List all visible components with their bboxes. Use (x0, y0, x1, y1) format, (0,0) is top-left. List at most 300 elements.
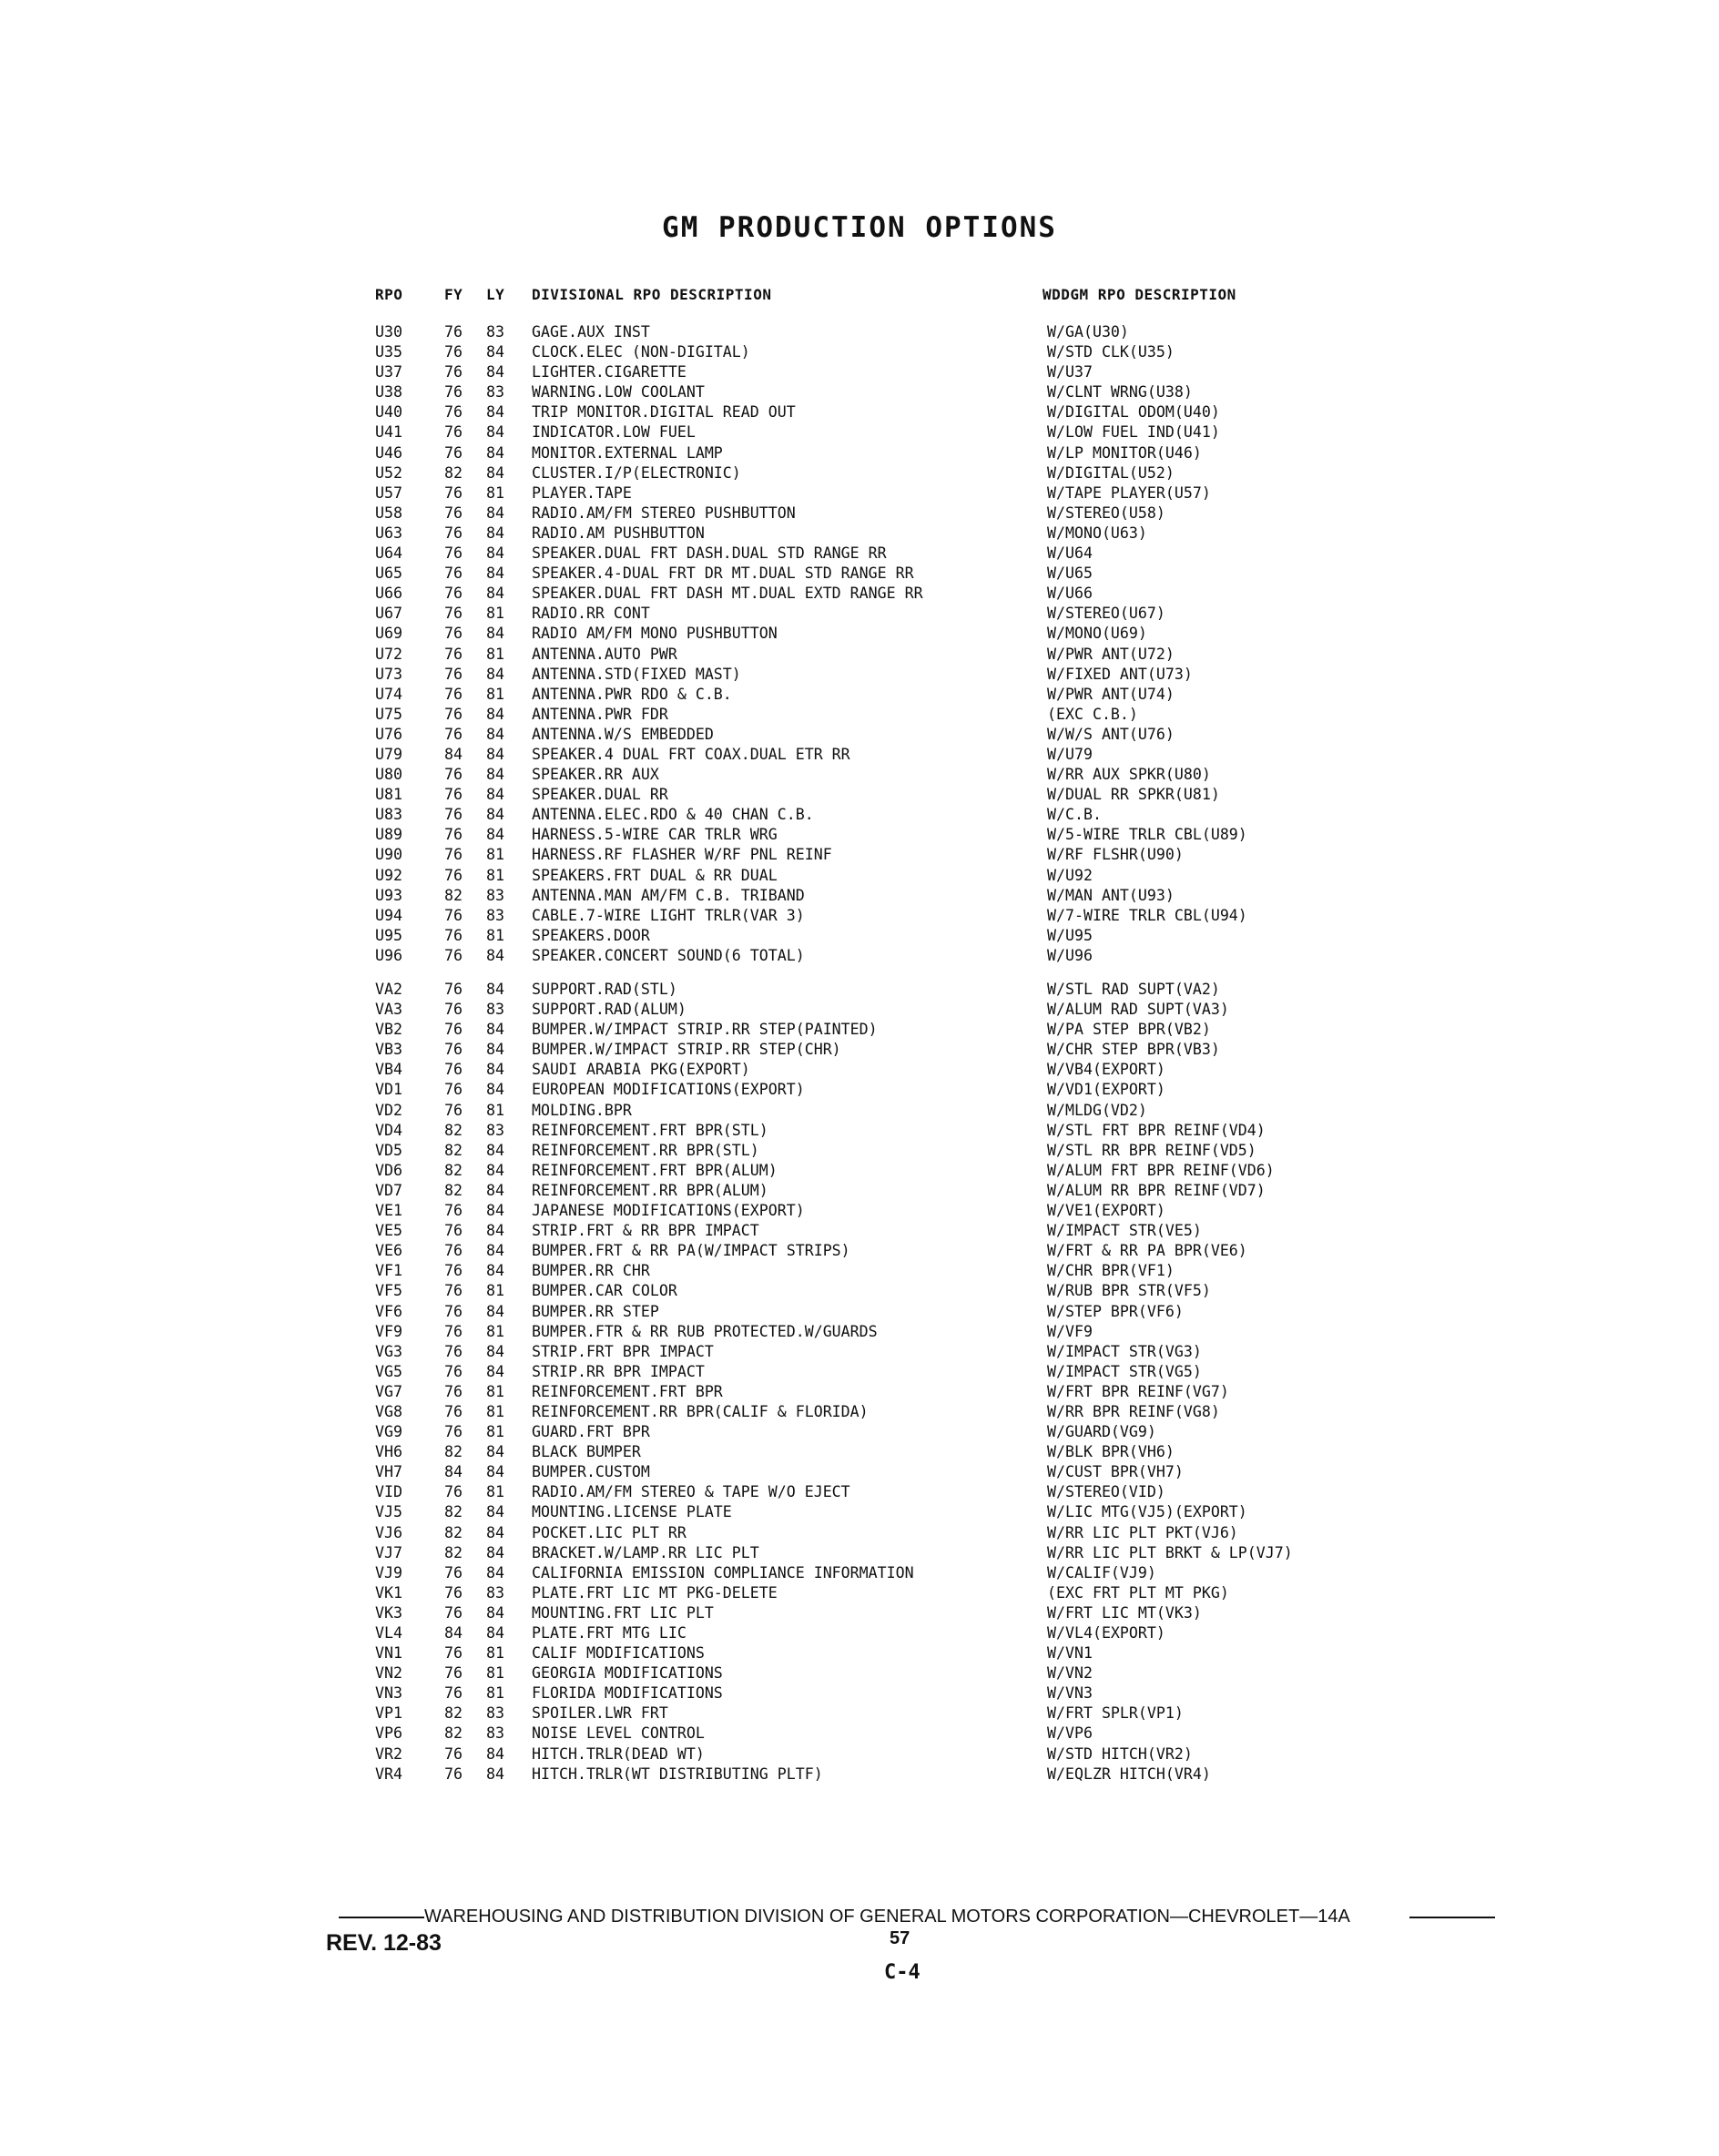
first-year: 76 (444, 786, 463, 804)
first-year: 76 (444, 806, 463, 824)
wddgm-description: W/RF FLSHR(U90) (1047, 846, 1184, 864)
wddgm-description: W/VL4(EXPORT) (1047, 1624, 1165, 1642)
first-year: 76 (444, 1563, 463, 1581)
first-year: 82 (444, 1503, 463, 1521)
rpo-code: U66 (375, 585, 402, 603)
last-year: 84 (486, 503, 504, 522)
wddgm-description: W/RUB BPR STR(VF5) (1047, 1282, 1211, 1300)
last-year: 84 (486, 1181, 504, 1199)
divisional-description: HITCH.TRLR(DEAD WT) (532, 1744, 705, 1763)
wddgm-description: W/VN2 (1047, 1664, 1093, 1683)
wddgm-description: (EXC FRT PLT MT PKG) (1047, 1583, 1229, 1602)
rpo-code: VK1 (375, 1583, 402, 1602)
rpo-code: VG7 (375, 1382, 402, 1400)
wddgm-description: W/RR LIC PLT PKT(VJ6) (1047, 1523, 1238, 1541)
rpo-code: U94 (375, 906, 402, 924)
divisional-description: REINFORCEMENT.FRT BPR (532, 1382, 723, 1400)
last-year: 81 (486, 685, 504, 703)
wddgm-description: W/GUARD(VG9) (1047, 1423, 1156, 1441)
rpo-code: U63 (375, 524, 402, 542)
rpo-code: VN1 (375, 1644, 402, 1663)
page-number: 57 (890, 1928, 910, 1948)
rpo-code: VG5 (375, 1362, 402, 1380)
first-year: 76 (444, 323, 463, 341)
divisional-description: STRIP.FRT BPR IMPACT (532, 1342, 714, 1360)
first-year: 76 (444, 1222, 463, 1240)
first-year: 76 (444, 383, 463, 402)
rpo-code: VF9 (375, 1322, 402, 1340)
divisional-description: SPEAKER.CONCERT SOUND(6 TOTAL) (532, 946, 805, 964)
rpo-code: U92 (375, 866, 402, 884)
header-fy: FY (444, 286, 463, 303)
first-year: 82 (444, 463, 463, 482)
last-year: 81 (486, 1423, 504, 1441)
rpo-code: VF6 (375, 1302, 402, 1320)
header-divisional-description: DIVISIONAL RPO DESCRIPTION (532, 286, 772, 303)
last-year: 81 (486, 1382, 504, 1400)
page-title: GM PRODUCTION OPTIONS (662, 211, 1057, 244)
first-year: 76 (444, 1282, 463, 1300)
divisional-description: REINFORCEMENT.RR BPR(STL) (532, 1141, 759, 1159)
divisional-description: WARNING.LOW COOLANT (532, 383, 705, 402)
first-year: 76 (444, 1302, 463, 1320)
divisional-description: BUMPER.FRT & RR PA(W/IMPACT STRIPS) (532, 1242, 850, 1260)
last-year: 84 (486, 1021, 504, 1039)
divisional-description: ANTENNA.PWR FDR (532, 705, 668, 723)
divisional-description: REINFORCEMENT.FRT BPR(STL) (532, 1121, 768, 1139)
wddgm-description: W/EQLZR HITCH(VR4) (1047, 1764, 1211, 1783)
rpo-code: VR4 (375, 1764, 402, 1783)
first-year: 76 (444, 645, 463, 663)
footer-division-text: WAREHOUSING AND DISTRIBUTION DIVISION OF GENERAL MOTORS CORPORATION—CHEVROLET—14A (424, 1907, 1350, 1927)
first-year: 76 (444, 1684, 463, 1703)
wddgm-description: W/STEREO(VID) (1047, 1483, 1165, 1501)
divisional-description: INDICATOR.LOW FUEL (532, 423, 696, 442)
wddgm-description: W/CALIF(VJ9) (1047, 1563, 1156, 1581)
rpo-code: VD7 (375, 1181, 402, 1199)
wddgm-description: W/PA STEP BPR(VB2) (1047, 1021, 1211, 1039)
last-year: 81 (486, 1664, 504, 1683)
wddgm-description: W/LOW FUEL IND(U41) (1047, 423, 1220, 442)
rpo-code: VJ9 (375, 1563, 402, 1581)
first-year: 76 (444, 363, 463, 381)
last-year: 81 (486, 1483, 504, 1501)
rpo-code: VB4 (375, 1061, 402, 1079)
rpo-code: VE1 (375, 1202, 402, 1220)
divisional-description: BRACKET.W/LAMP.RR LIC PLT (532, 1543, 759, 1561)
last-year: 84 (486, 1041, 504, 1059)
last-year: 84 (486, 1262, 504, 1280)
rpo-code: VH6 (375, 1443, 402, 1461)
last-year: 81 (486, 866, 504, 884)
rpo-code: VN3 (375, 1684, 402, 1703)
rpo-code: VE5 (375, 1222, 402, 1240)
rpo-code: VID (375, 1483, 402, 1501)
first-year: 76 (444, 1001, 463, 1019)
first-year: 82 (444, 1443, 463, 1461)
last-year: 81 (486, 1684, 504, 1703)
wddgm-description: W/MLDG(VD2) (1047, 1101, 1147, 1119)
first-year: 82 (444, 1724, 463, 1743)
last-year: 84 (486, 524, 504, 542)
wddgm-description: W/CUST BPR(VH7) (1047, 1463, 1184, 1481)
wddgm-description: W/U96 (1047, 946, 1093, 964)
divisional-description: ANTENNA.PWR RDO & C.B. (532, 685, 732, 703)
revision-label: REV. 12-83 (326, 1930, 442, 1956)
first-year: 82 (444, 1121, 463, 1139)
last-year: 83 (486, 323, 504, 341)
last-year: 84 (486, 1342, 504, 1360)
divisional-description: BLACK BUMPER (532, 1443, 641, 1461)
wddgm-description: W/RR AUX SPKR(U80) (1047, 766, 1211, 784)
divisional-description: RADIO.AM/FM STEREO PUSHBUTTON (532, 503, 796, 522)
first-year: 76 (444, 1483, 463, 1501)
footer-rule-left (339, 1917, 424, 1918)
wddgm-description: W/STL RAD SUPT(VA2) (1047, 981, 1220, 998)
divisional-description: STRIP.FRT & RR BPR IMPACT (532, 1222, 759, 1240)
wddgm-description: W/IMPACT STR(VG3) (1047, 1342, 1202, 1360)
divisional-description: SPEAKER.RR AUX (532, 766, 659, 784)
footer-division-line (339, 1907, 1499, 1928)
rpo-code: U72 (375, 645, 402, 663)
wddgm-description: W/7-WIRE TRLR CBL(U94) (1047, 906, 1247, 924)
wddgm-description: W/DIGITAL(U52) (1047, 463, 1175, 482)
last-year: 84 (486, 585, 504, 603)
header-wddgm-description: WDDGM RPO DESCRIPTION (1043, 286, 1236, 303)
first-year: 76 (444, 1603, 463, 1622)
divisional-description: HARNESS.RF FLASHER W/RF PNL REINF (532, 846, 832, 864)
wddgm-description: W/LIC MTG(VJ5)(EXPORT) (1047, 1503, 1247, 1521)
divisional-description: LIGHTER.CIGARETTE (532, 363, 687, 381)
divisional-description: ANTENNA.ELEC.RDO & 40 CHAN C.B. (532, 806, 814, 824)
rpo-code: VG3 (375, 1342, 402, 1360)
divisional-description: HARNESS.5-WIRE CAR TRLR WRG (532, 826, 778, 844)
last-year: 83 (486, 1724, 504, 1743)
first-year: 76 (444, 483, 463, 502)
wddgm-description: W/MAN ANT(U93) (1047, 886, 1175, 904)
last-year: 84 (486, 1081, 504, 1099)
last-year: 84 (486, 423, 504, 442)
wddgm-description: W/ALUM RAD SUPT(VA3) (1047, 1001, 1229, 1019)
rpo-code: VD4 (375, 1121, 402, 1139)
wddgm-description: W/FRT & RR PA BPR(VE6) (1047, 1242, 1247, 1260)
wddgm-description: W/IMPACT STR(VG5) (1047, 1362, 1202, 1380)
last-year: 84 (486, 403, 504, 422)
divisional-description: REINFORCEMENT.RR BPR(ALUM) (532, 1181, 768, 1199)
last-year: 84 (486, 1744, 504, 1763)
last-year: 84 (486, 665, 504, 683)
wddgm-description: W/STD CLK(U35) (1047, 343, 1175, 361)
last-year: 84 (486, 1523, 504, 1541)
last-year: 84 (486, 463, 504, 482)
rpo-code: VD2 (375, 1101, 402, 1119)
first-year: 84 (444, 745, 463, 763)
first-year: 76 (444, 946, 463, 964)
last-year: 84 (486, 725, 504, 743)
rpo-code: VP6 (375, 1724, 402, 1743)
last-year: 84 (486, 1764, 504, 1783)
divisional-description: PLATE.FRT LIC MT PKG-DELETE (532, 1583, 778, 1602)
wddgm-description: W/VD1(EXPORT) (1047, 1081, 1165, 1099)
wddgm-description: W/5-WIRE TRLR CBL(U89) (1047, 826, 1247, 844)
last-year: 84 (486, 1543, 504, 1561)
first-year: 76 (444, 705, 463, 723)
rpo-code: VD5 (375, 1141, 402, 1159)
last-year: 84 (486, 745, 504, 763)
rpo-code: U75 (375, 705, 402, 723)
divisional-description: GAGE.AUX INST (532, 323, 650, 341)
divisional-description: PLATE.FRT MTG LIC (532, 1624, 687, 1642)
wddgm-description: W/VP6 (1047, 1724, 1093, 1743)
rpo-code: VG8 (375, 1402, 402, 1420)
wddgm-description: W/U66 (1047, 585, 1093, 603)
first-year: 82 (444, 1543, 463, 1561)
divisional-description: HITCH.TRLR(WT DISTRIBUTING PLTF) (532, 1764, 823, 1783)
rpo-code: U52 (375, 463, 402, 482)
first-year: 76 (444, 665, 463, 683)
divisional-description: TRIP MONITOR.DIGITAL READ OUT (532, 403, 796, 422)
last-year: 83 (486, 906, 504, 924)
divisional-description: SPEAKERS.DOOR (532, 926, 650, 944)
header-rpo: RPO (375, 286, 403, 303)
first-year: 82 (444, 886, 463, 904)
wddgm-description: W/DIGITAL ODOM(U40) (1047, 403, 1220, 422)
divisional-description: BUMPER.RR STEP (532, 1302, 659, 1320)
first-year: 76 (444, 685, 463, 703)
last-year: 83 (486, 1704, 504, 1723)
rpo-code: VE6 (375, 1242, 402, 1260)
divisional-description: MOLDING.BPR (532, 1101, 632, 1119)
first-year: 76 (444, 423, 463, 442)
rpo-code: U64 (375, 544, 402, 563)
first-year: 76 (444, 1342, 463, 1360)
rpo-code: U57 (375, 483, 402, 502)
divisional-description: MOUNTING.FRT LIC PLT (532, 1603, 714, 1622)
rpo-code: VA2 (375, 981, 402, 998)
rpo-code: VL4 (375, 1624, 402, 1642)
divisional-description: EUROPEAN MODIFICATIONS(EXPORT) (532, 1081, 805, 1099)
first-year: 76 (444, 605, 463, 623)
last-year: 84 (486, 1603, 504, 1622)
rpo-code: VJ5 (375, 1503, 402, 1521)
last-year: 84 (486, 1463, 504, 1481)
divisional-description: ANTENNA.AUTO PWR (532, 645, 677, 663)
first-year: 84 (444, 1624, 463, 1642)
rpo-code: VR2 (375, 1744, 402, 1763)
rpo-code: VA3 (375, 1001, 402, 1019)
wddgm-description: W/FRT SPLR(VP1) (1047, 1704, 1184, 1723)
wddgm-description: W/IMPACT STR(VE5) (1047, 1222, 1202, 1240)
last-year: 84 (486, 1061, 504, 1079)
divisional-description: RADIO.AM PUSHBUTTON (532, 524, 705, 542)
divisional-description: SPEAKER.DUAL FRT DASH.DUAL STD RANGE RR (532, 544, 887, 563)
divisional-description: ANTENNA.STD(FIXED MAST) (532, 665, 741, 683)
last-year: 84 (486, 1563, 504, 1581)
last-year: 81 (486, 846, 504, 864)
first-year: 82 (444, 1161, 463, 1179)
wddgm-description: W/W/S ANT(U76) (1047, 725, 1175, 743)
wddgm-description: W/STL RR BPR REINF(VD5) (1047, 1141, 1256, 1159)
divisional-description: ANTENNA.MAN AM/FM C.B. TRIBAND (532, 886, 805, 904)
wddgm-description: W/U95 (1047, 926, 1093, 944)
wddgm-description: W/MONO(U63) (1047, 524, 1147, 542)
first-year: 76 (444, 1081, 463, 1099)
wddgm-description: W/RR LIC PLT BRKT & LP(VJ7) (1047, 1543, 1293, 1561)
wddgm-description: W/VN1 (1047, 1644, 1093, 1663)
rpo-code: U90 (375, 846, 402, 864)
rpo-code: U35 (375, 343, 402, 361)
header-ly: LY (486, 286, 505, 303)
divisional-description: JAPANESE MODIFICATIONS(EXPORT) (532, 1202, 805, 1220)
last-year: 84 (486, 544, 504, 563)
wddgm-description: W/U79 (1047, 745, 1093, 763)
first-year: 76 (444, 585, 463, 603)
divisional-description: SPEAKER.4-DUAL FRT DR MT.DUAL STD RANGE RR (532, 564, 914, 583)
divisional-description: BUMPER.W/IMPACT STRIP.RR STEP(PAINTED) (532, 1021, 878, 1039)
first-year: 76 (444, 866, 463, 884)
first-year: 76 (444, 1242, 463, 1260)
first-year: 76 (444, 625, 463, 643)
divisional-description: GEORGIA MODIFICATIONS (532, 1664, 723, 1683)
last-year: 81 (486, 926, 504, 944)
first-year: 84 (444, 1463, 463, 1481)
divisional-description: MOUNTING.LICENSE PLATE (532, 1503, 732, 1521)
rpo-code: VD6 (375, 1161, 402, 1179)
first-year: 82 (444, 1704, 463, 1723)
first-year: 76 (444, 1021, 463, 1039)
first-year: 82 (444, 1141, 463, 1159)
wddgm-description: W/STL FRT BPR REINF(VD4) (1047, 1121, 1266, 1139)
first-year: 82 (444, 1523, 463, 1541)
rpo-code: U69 (375, 625, 402, 643)
first-year: 76 (444, 1744, 463, 1763)
first-year: 76 (444, 1262, 463, 1280)
last-year: 84 (486, 1202, 504, 1220)
last-year: 84 (486, 1242, 504, 1260)
wddgm-description: W/STEREO(U67) (1047, 605, 1165, 623)
last-year: 81 (486, 645, 504, 663)
last-year: 84 (486, 1141, 504, 1159)
last-year: 83 (486, 1001, 504, 1019)
rpo-code: VF5 (375, 1282, 402, 1300)
first-year: 82 (444, 1181, 463, 1199)
wddgm-description: W/LP MONITOR(U46) (1047, 443, 1202, 462)
divisional-description: BUMPER.CUSTOM (532, 1463, 650, 1481)
page-code: C-4 (884, 1961, 921, 1984)
first-year: 76 (444, 403, 463, 422)
last-year: 84 (486, 946, 504, 964)
first-year: 76 (444, 503, 463, 522)
wddgm-description: W/CHR STEP BPR(VB3) (1047, 1041, 1220, 1059)
last-year: 84 (486, 1161, 504, 1179)
rpo-code: U40 (375, 403, 402, 422)
last-year: 84 (486, 766, 504, 784)
last-year: 84 (486, 786, 504, 804)
rpo-code: U79 (375, 745, 402, 763)
first-year: 76 (444, 1423, 463, 1441)
first-year: 76 (444, 1041, 463, 1059)
last-year: 84 (486, 1624, 504, 1642)
rpo-code: VK3 (375, 1603, 402, 1622)
wddgm-description: W/DUAL RR SPKR(U81) (1047, 786, 1220, 804)
last-year: 84 (486, 705, 504, 723)
first-year: 76 (444, 1322, 463, 1340)
wddgm-description: W/PWR ANT(U72) (1047, 645, 1175, 663)
wddgm-description: W/ALUM RR BPR REINF(VD7) (1047, 1181, 1266, 1199)
first-year: 76 (444, 1583, 463, 1602)
wddgm-description: W/BLK BPR(VH6) (1047, 1443, 1175, 1461)
first-year: 76 (444, 544, 463, 563)
last-year: 81 (486, 1322, 504, 1340)
rpo-code: U89 (375, 826, 402, 844)
rpo-code: VJ7 (375, 1543, 402, 1561)
divisional-description: BUMPER.W/IMPACT STRIP.RR STEP(CHR) (532, 1041, 841, 1059)
first-year: 76 (444, 981, 463, 998)
divisional-description: SUPPORT.RAD(STL) (532, 981, 677, 998)
divisional-description: RADIO.AM/FM STEREO & TAPE W/O EJECT (532, 1483, 850, 1501)
divisional-description: STRIP.RR BPR IMPACT (532, 1362, 705, 1380)
rpo-code: U80 (375, 766, 402, 784)
wddgm-description: W/STEREO(U58) (1047, 503, 1165, 522)
last-year: 84 (486, 806, 504, 824)
rpo-code: U65 (375, 564, 402, 583)
last-year: 81 (486, 1402, 504, 1420)
divisional-description: RADIO AM/FM MONO PUSHBUTTON (532, 625, 778, 643)
footer-rule-right (1409, 1917, 1495, 1918)
divisional-description: POCKET.LIC PLT RR (532, 1523, 687, 1541)
last-year: 84 (486, 981, 504, 998)
rpo-code: U96 (375, 946, 402, 964)
divisional-description: SAUDI ARABIA PKG(EXPORT) (532, 1061, 750, 1079)
last-year: 84 (486, 1302, 504, 1320)
wddgm-description: W/VB4(EXPORT) (1047, 1061, 1165, 1079)
last-year: 81 (486, 1101, 504, 1119)
first-year: 76 (444, 564, 463, 583)
rpo-code: VB3 (375, 1041, 402, 1059)
wddgm-description: W/ALUM FRT BPR REINF(VD6) (1047, 1161, 1275, 1179)
first-year: 76 (444, 1764, 463, 1783)
last-year: 84 (486, 564, 504, 583)
last-year: 84 (486, 1443, 504, 1461)
first-year: 76 (444, 1202, 463, 1220)
rpo-code: VF1 (375, 1262, 402, 1280)
wddgm-description: W/GA(U30) (1047, 323, 1129, 341)
divisional-description: SPEAKER.DUAL RR (532, 786, 668, 804)
last-year: 84 (486, 1362, 504, 1380)
first-year: 76 (444, 1101, 463, 1119)
last-year: 84 (486, 1503, 504, 1521)
wddgm-description: W/C.B. (1047, 806, 1102, 824)
divisional-description: ANTENNA.W/S EMBEDDED (532, 725, 714, 743)
divisional-description: CABLE.7-WIRE LIGHT TRLR(VAR 3) (532, 906, 805, 924)
rpo-code: U58 (375, 503, 402, 522)
rpo-code: U37 (375, 363, 402, 381)
wddgm-description: W/PWR ANT(U74) (1047, 685, 1175, 703)
first-year: 76 (444, 1382, 463, 1400)
first-year: 76 (444, 1664, 463, 1683)
divisional-description: BUMPER.CAR COLOR (532, 1282, 677, 1300)
rpo-code: U76 (375, 725, 402, 743)
wddgm-description: W/FIXED ANT(U73) (1047, 665, 1193, 683)
first-year: 76 (444, 1362, 463, 1380)
rpo-code: U30 (375, 323, 402, 341)
rpo-code: VG9 (375, 1423, 402, 1441)
rpo-code: VJ6 (375, 1523, 402, 1541)
divisional-description: RADIO.RR CONT (532, 605, 650, 623)
divisional-description: BUMPER.RR CHR (532, 1262, 650, 1280)
divisional-description: SPEAKER.4 DUAL FRT COAX.DUAL ETR RR (532, 745, 850, 763)
rpo-code: U74 (375, 685, 402, 703)
